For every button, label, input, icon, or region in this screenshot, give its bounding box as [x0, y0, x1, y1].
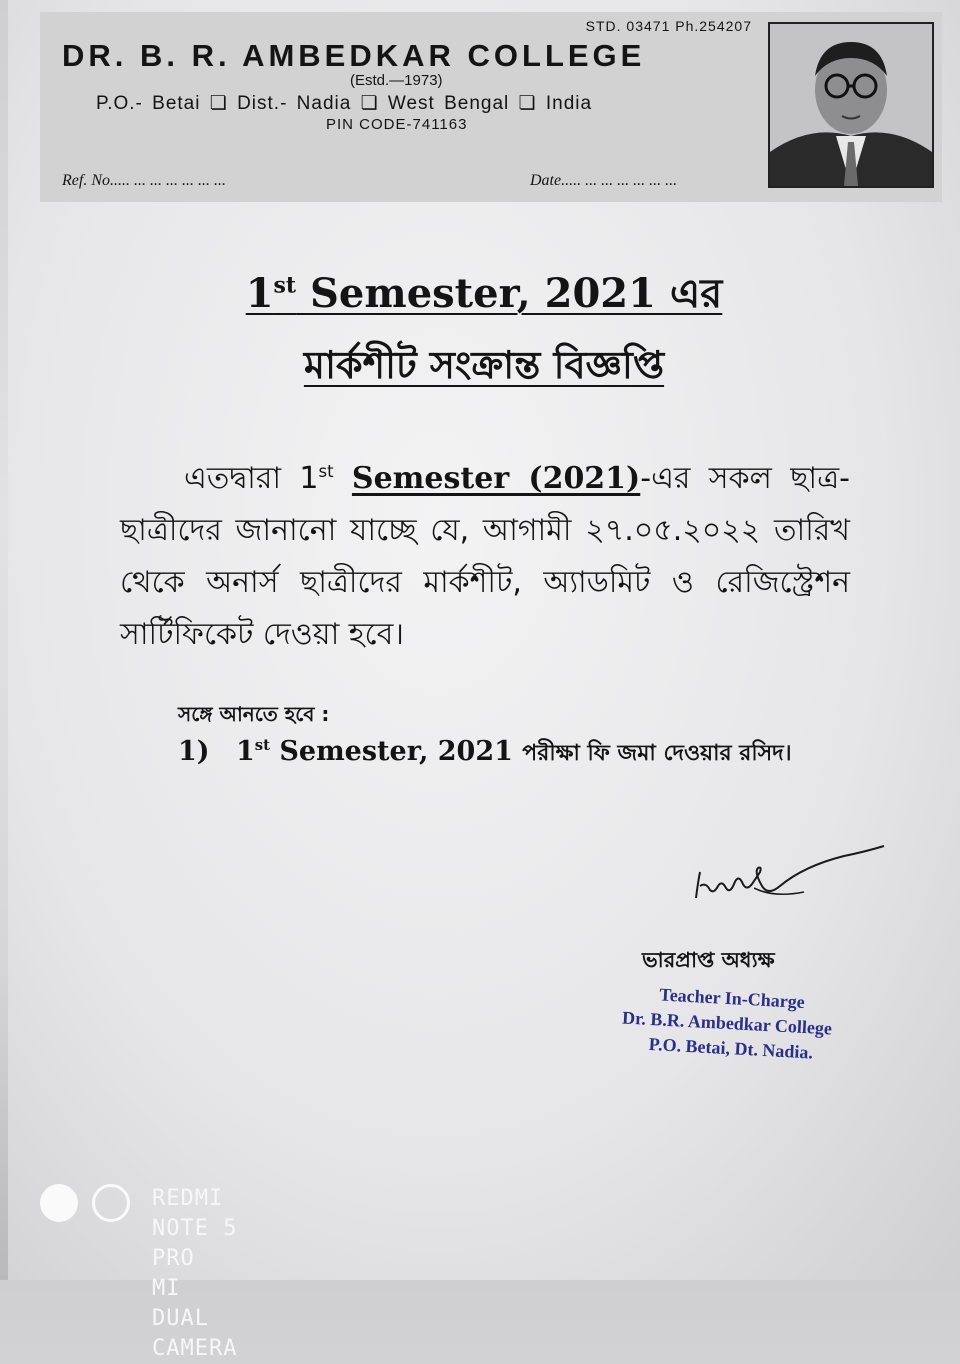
- camera-dot-icon: [40, 1184, 78, 1222]
- notice-title: [8, 262, 960, 329]
- title-ordinal: 1: [245, 270, 274, 317]
- item-description: পরীক্ষা ফি জমা দেওয়ার রসিদ।: [522, 741, 792, 766]
- handwritten-signature: [684, 842, 894, 922]
- stamp-line: Dr. B.R. Ambedkar College: [621, 1007, 833, 1039]
- notice-lead: এতদ্বারা 1: [184, 461, 319, 496]
- camera-label: MI DUAL CAMERA: [152, 1276, 238, 1361]
- requirements-heading: সঙ্গে আনতে হবে :: [178, 702, 330, 726]
- item-ordinal: 1: [236, 736, 255, 767]
- list-item: [178, 736, 792, 773]
- letterhead: [40, 12, 942, 202]
- camera-ring-icon: [92, 1184, 130, 1222]
- date-field: Date..... ... ... ... ... ... ...: [530, 172, 678, 189]
- official-stamp: [620, 981, 834, 1067]
- ambedkar-portrait: [768, 22, 934, 188]
- designation: ভারপ্রাপ্ত অধ্যক্ষ: [642, 948, 775, 972]
- established-year: (Estd.—1973): [350, 72, 443, 89]
- notice-sheet: [8, 0, 960, 1280]
- notice-lead-suffix: st: [318, 462, 334, 481]
- stamp-line: Teacher In-Charge: [658, 984, 806, 1013]
- item-ordinal-suffix: st: [254, 736, 271, 754]
- camera-model: REDMI NOTE 5 PRO: [152, 1186, 238, 1271]
- notice-text: -এর সকল ছাত্র-ছাত্রীদের জানানো যাচ্ছে যে, আগামী ২৭.০৫.২০২২ তারিখ থেকে অনার্স ছাত্রীদের মার্কশীট, অ্যাডমিট ও রেজিস্ট্রেশন সার্টিফিকেট দেওয়া হবে।: [120, 461, 850, 652]
- stamp-line: P.O. Betai, Dt. Nadia.: [648, 1033, 814, 1063]
- title-ordinal-suffix: st: [273, 272, 297, 299]
- college-name: DR. B. R. AMBEDKAR COLLEGE: [62, 38, 646, 73]
- pin-code: PIN CODE-741163: [326, 116, 468, 133]
- college-address: P.O.- Betai ❏ Dist.- Nadia ❏ West Bengal ❏ India: [96, 93, 593, 114]
- notice-semester: Semester (2021): [351, 461, 641, 496]
- contact-number: STD. 03471 Ph.254207: [585, 18, 752, 34]
- title-semester: Semester, 2021 এর: [296, 270, 723, 317]
- item-number: 1): [178, 736, 210, 767]
- notice-body: [120, 446, 850, 661]
- notice-subtitle: মার্কশীট সংক্রান্ত বিজ্ঞপ্তি: [303, 343, 665, 387]
- ref-no-field: Ref. No..... ... ... ... ... ... ...: [62, 172, 226, 189]
- item-semester: Semester, 2021: [270, 736, 523, 767]
